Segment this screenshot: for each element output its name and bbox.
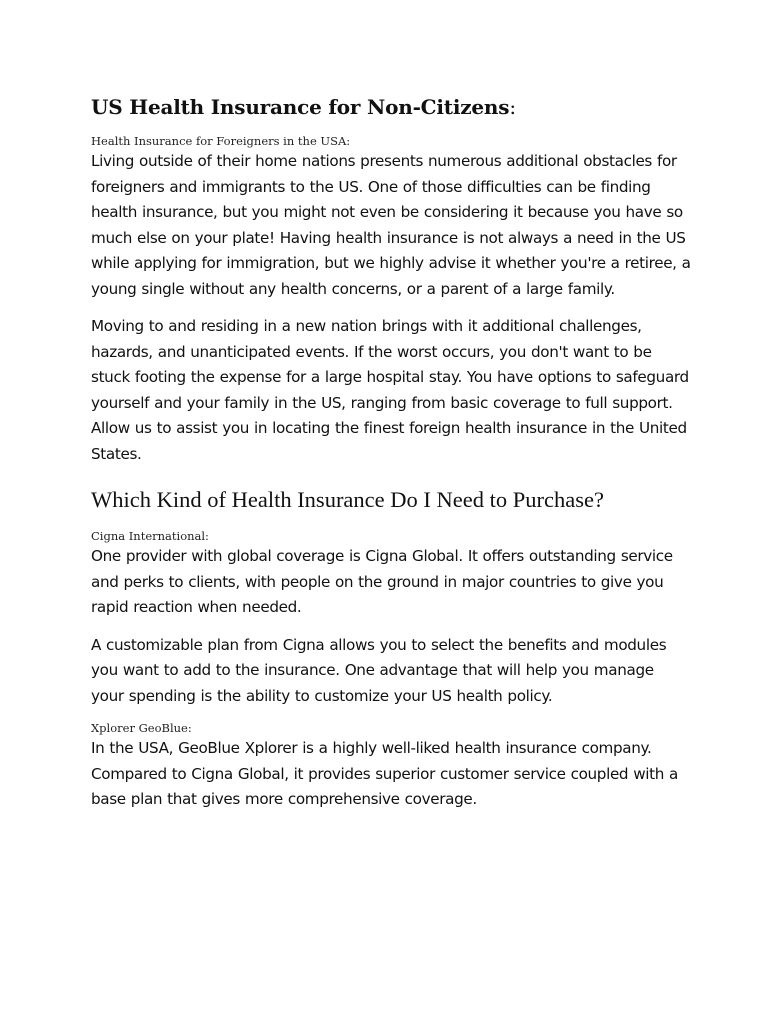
page-title-colon: : bbox=[509, 95, 516, 119]
paragraph: A customizable plan from Cigna allows you to select the benefits and modules you want to add to the insurance. One advantage that will help you manage your spending is the ability to customize your US health policy. bbox=[91, 635, 667, 705]
section-heading: Which Kind of Health Insurance Do I Need to Purchase? bbox=[91, 487, 604, 512]
paragraph: Moving to and residing in a new nation brings with it additional challenges, hazards, and unanticipated events. If the worst occurs, you don't want to be stuck footing the expense for a large hospital stay. You have options to safeguard yourself and your family in the US, ranging from basic coverage to full support. Allow us to assist you in locating the finest foreign health insurance in the United States. bbox=[91, 317, 689, 463]
section-foreigners bbox=[91, 134, 691, 467]
section-geoblue bbox=[91, 721, 691, 813]
paragraph: In the USA, GeoBlue Xplorer is a highly well-liked health insurance company. Compared to Cigna Global, it provides superior customer service coupled with a base plan that gives more comprehensive coverage. bbox=[91, 739, 678, 808]
paragraph: One provider with global coverage is Cigna Global. It offers outstanding service and perks to clients, with people on the ground in major countries to give you rapid reaction when needed. bbox=[91, 547, 673, 616]
paragraph: Living outside of their home nations presents numerous additional obstacles for foreigners and immigrants to the US. One of those difficulties can be finding health insurance, but you might not even be considering it because you have so much else on your plate! Having health insurance is not always a need in the US while applying for immigration, but we highly advise it whether you're a retiree, a young single without any health concerns, or a parent of a large family. bbox=[91, 152, 691, 298]
page-title-text: US Health Insurance for Non-Citizens bbox=[91, 95, 510, 119]
section-label-cigna: Cigna International: bbox=[91, 529, 209, 543]
section-label-geoblue: Xplorer GeoBlue: bbox=[91, 721, 192, 735]
page-title bbox=[91, 92, 691, 122]
section-label-foreigners: Health Insurance for Foreigners in the USA: bbox=[91, 134, 351, 148]
document-page bbox=[91, 92, 691, 825]
section-cigna bbox=[91, 529, 691, 709]
